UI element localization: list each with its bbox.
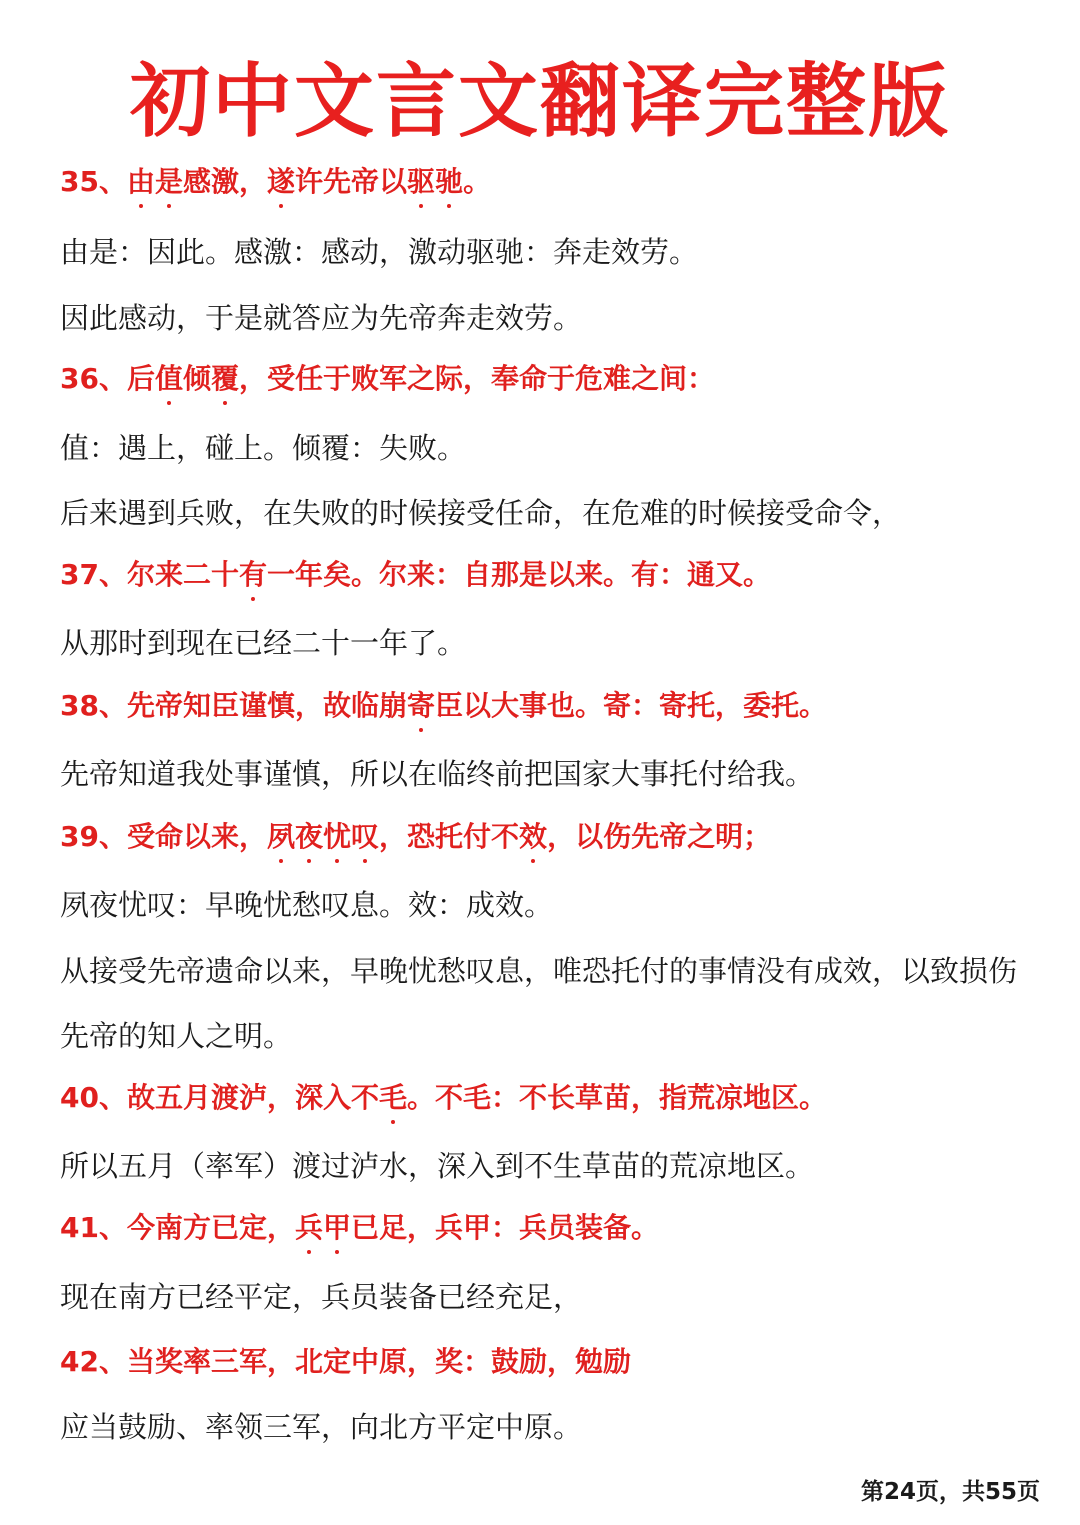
emphasized-char: 甲 (323, 1208, 351, 1248)
translation-39-line1: 从接受先帝遗命以来，早晚忧愁叹息，唯恐托付的事情没有成效，以致损伤 (60, 954, 1018, 988)
emphasized-char: 夙 (267, 817, 295, 857)
emphasized-char: 夜 (295, 817, 323, 857)
emphasized-char: 是 (155, 162, 183, 202)
text-segment: 40、故五月渡泸，深入不 (60, 1081, 379, 1114)
translation-35: 因此感动，于是就答应为先帝奔走效劳。 (60, 301, 583, 335)
text-segment: 许先帝以 (295, 165, 408, 198)
text-segment: 38、先帝知臣谨慎，故临崩 (60, 689, 407, 722)
question-39 (60, 817, 771, 857)
emphasized-char: 遂 (267, 162, 295, 202)
translation-38: 先帝知道我处事谨慎，所以在临终前把国家大事托付给我。 (60, 757, 815, 791)
annotation-35: 由是：因此。感激：感动，激动驱驰：奔走效劳。 (60, 235, 699, 269)
annotation-39: 夙夜忧叹：早晚忧愁叹息。效：成效。 (60, 888, 554, 922)
emphasized-char: 忧 (323, 817, 351, 857)
emphasized-char: 寄 (407, 686, 435, 726)
emphasized-char: 驰 (435, 162, 463, 202)
annotation-36: 值：遇上，碰上。倾覆：失败。 (60, 431, 467, 465)
text-segment: 倾 (182, 362, 211, 395)
translation-40: 所以五月（率军）渡过泸水，深入到不生草苗的荒凉地区。 (60, 1149, 815, 1183)
text-segment: 42、当奖率三军，北定中原，奖：鼓励，勉励 (60, 1345, 631, 1378)
text-segment: 臣以大事也。寄：寄托，委托。 (434, 689, 827, 722)
question-35 (60, 162, 491, 202)
page-title: 初中文言文翻译完整版 (130, 55, 950, 148)
emphasized-char: 值 (155, 359, 183, 399)
page-number: 第24页，共55页 (860, 1479, 1040, 1505)
emphasized-char: 驱 (407, 162, 435, 202)
question-41 (60, 1208, 659, 1248)
question-42 (60, 1342, 631, 1382)
text-segment: ，恐托付不 (379, 820, 520, 853)
question-38 (60, 686, 827, 726)
text-segment: 。不毛：不长草苗，指荒凉地区。 (406, 1081, 827, 1114)
text-segment: 35、 (60, 165, 127, 198)
translation-41: 现在南方已经平定，兵员装备已经充足， (60, 1280, 583, 1314)
text-segment: 感激， (183, 165, 268, 198)
emphasized-char: 兵 (295, 1208, 323, 1248)
text-segment: 已足，兵甲：兵员装备。 (351, 1211, 660, 1244)
translation-39-line2: 先帝的知人之明。 (60, 1019, 293, 1053)
emphasized-char: 由 (127, 162, 155, 202)
text-segment: 一年矣。尔来：自那是以来。有：通又。 (266, 558, 771, 591)
text-segment: 41、今南方已定， (60, 1211, 295, 1244)
translation-37: 从那时到现在已经二十一年了。 (60, 626, 467, 660)
translation-42: 应当鼓励、率领三军，向北方平定中原。 (60, 1410, 583, 1444)
text-segment: 37、尔来二十 (60, 558, 239, 591)
text-segment: 39、受命以来， (60, 820, 267, 853)
emphasized-char: 毛 (379, 1078, 407, 1118)
question-36 (60, 359, 715, 399)
emphasized-char: 覆 (211, 359, 239, 399)
question-40 (60, 1078, 827, 1118)
text-segment: ，受任于败军之际，奉命于危难之间： (239, 362, 716, 395)
text-segment: 。 (463, 165, 492, 198)
emphasized-char: 叹 (351, 817, 379, 857)
text-segment: ，以伤先帝之明； (547, 820, 772, 853)
translation-36: 后来遇到兵败，在失败的时候接受任命，在危难的时候接受命令， (60, 496, 902, 530)
text-segment: 36、后 (60, 362, 155, 395)
emphasized-char: 效 (519, 817, 547, 857)
emphasized-char: 有 (239, 555, 267, 595)
question-37 (60, 555, 771, 595)
